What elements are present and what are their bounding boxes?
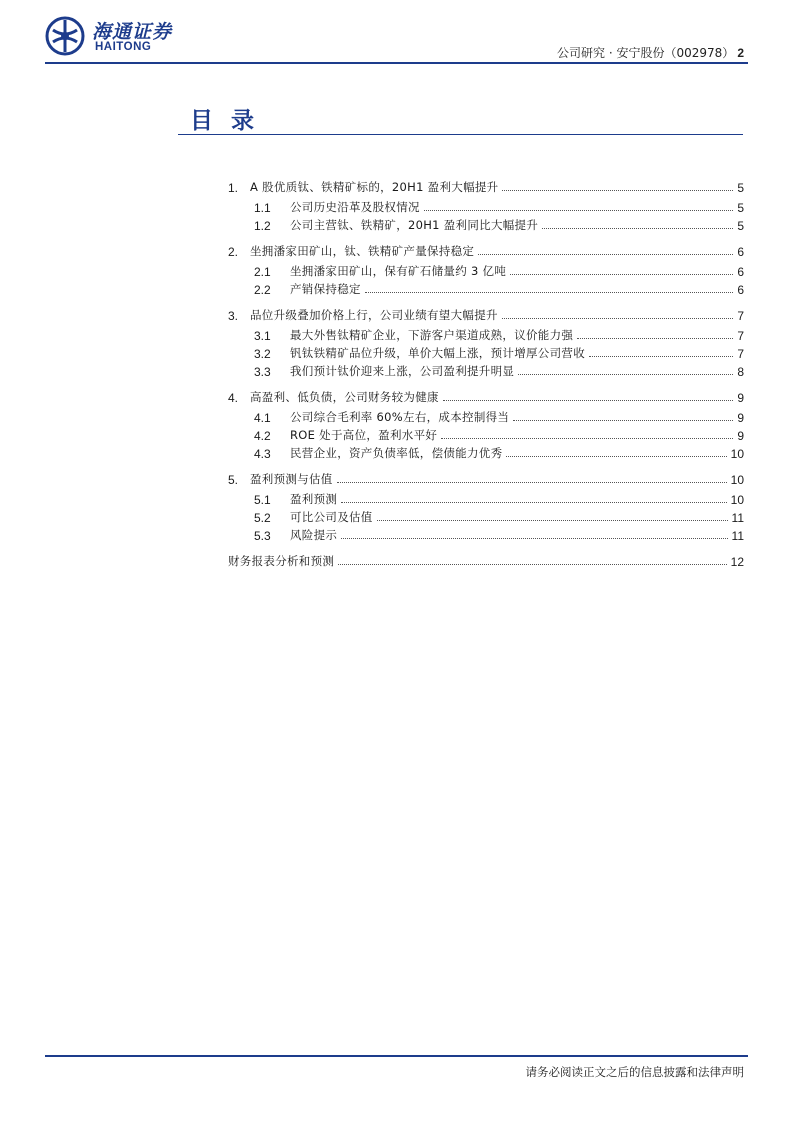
toc-entry-number: 2. xyxy=(228,245,239,259)
toc-dot-leader xyxy=(337,482,727,483)
toc-entry-title: 盈利预测与估值 xyxy=(250,472,333,486)
toc-entry-title: 风险提示 xyxy=(290,528,338,542)
logo-english-name: HAITONG xyxy=(95,41,152,53)
toc-entry-page: 9 xyxy=(737,411,744,425)
toc-entry-5-3[interactable] xyxy=(228,525,744,543)
toc-dot-leader xyxy=(506,456,726,457)
toc-entry-title: 公司综合毛利率 60%左右，成本控制得当 xyxy=(290,410,510,424)
toc-entry-page: 12 xyxy=(730,555,744,569)
toc-entry-number: 1.1 xyxy=(254,201,271,215)
toc-entry-page: 8 xyxy=(737,365,744,379)
toc-entry-page: 10 xyxy=(730,473,744,487)
toc-entry-title: 钒钛铁精矿品位升级，单价大幅上涨，预计增厚公司营收 xyxy=(290,346,585,360)
toc-entry-page: 5 xyxy=(737,219,744,233)
toc-entry-title: ROE 处于高位，盈利水平好 xyxy=(290,428,438,442)
toc-entry-1-1[interactable] xyxy=(228,197,744,215)
toc-entry-title: 坐拥潘家田矿山，钛、铁精矿产量保持稳定 xyxy=(250,244,475,258)
toc-dot-leader xyxy=(510,274,733,275)
toc-entry-page: 7 xyxy=(737,347,744,361)
toc-entry-title: 产销保持稳定 xyxy=(290,282,361,296)
toc-entry-page: 11 xyxy=(731,511,744,525)
toc-dot-leader xyxy=(577,338,733,339)
toc-entry-page: 5 xyxy=(737,181,744,195)
header-divider xyxy=(45,62,748,64)
toc-dot-leader xyxy=(443,400,734,401)
report-header-info xyxy=(557,44,744,61)
toc-entry-title: 公司历史沿革及股权情况 xyxy=(290,200,420,214)
toc-entry-number: 2.1 xyxy=(254,265,271,279)
footer-disclaimer: 请务必阅读正文之后的信息披露和法律声明 xyxy=(525,1065,744,1079)
toc-entry-title: 品位升级叠加价格上行，公司业绩有望大幅提升 xyxy=(250,308,498,322)
toc-entry-page: 10 xyxy=(730,493,744,507)
logo-chinese-name: 海通证券 xyxy=(92,21,173,43)
toc-entry-number: 5.2 xyxy=(254,511,271,525)
toc-entry-page: 7 xyxy=(737,329,744,343)
footer-divider xyxy=(45,1055,748,1057)
toc-entry-3-3[interactable] xyxy=(228,361,744,379)
toc-entry-page: 7 xyxy=(737,309,744,323)
toc-entry-number: 5.3 xyxy=(254,529,271,543)
toc-entry-number: 5. xyxy=(228,473,239,487)
toc-dot-leader xyxy=(365,292,734,293)
toc-entry-title: 坐拥潘家田矿山，保有矿石储量约 3 亿吨 xyxy=(290,264,507,278)
toc-entry-3[interactable] xyxy=(228,305,744,323)
toc-heading: 目录 xyxy=(190,107,272,134)
toc-entry-4-2[interactable] xyxy=(228,425,744,443)
toc-entry-5[interactable] xyxy=(228,469,744,487)
toc-entry-title: 财务报表分析和预测 xyxy=(228,554,335,568)
toc-entry-number: 3.2 xyxy=(254,347,271,361)
toc-dot-leader xyxy=(441,438,733,439)
toc-entry-number: 4.2 xyxy=(254,429,271,443)
toc-dot-leader xyxy=(478,254,733,255)
page-number: 2 xyxy=(737,46,744,60)
toc-entry-5-1[interactable] xyxy=(228,489,744,507)
report-title: 公司研究 · 安宁股份（002978） xyxy=(557,46,735,60)
toc-entry-3-1[interactable] xyxy=(228,325,744,343)
toc-entry-number: 5.1 xyxy=(254,493,271,507)
toc-dot-leader xyxy=(542,228,733,229)
toc-entry-financials[interactable] xyxy=(228,551,744,569)
toc-entry-1[interactable] xyxy=(228,177,744,195)
toc-dot-leader xyxy=(518,374,733,375)
toc-entry-number: 3.3 xyxy=(254,365,271,379)
toc-entry-number: 1. xyxy=(228,181,239,195)
toc-dot-leader xyxy=(377,520,728,521)
toc-dot-leader xyxy=(513,420,733,421)
toc-entry-title: 高盈利、低负债，公司财务较为健康 xyxy=(250,390,439,404)
toc-entry-number: 4. xyxy=(228,391,239,405)
toc-dot-leader xyxy=(341,502,726,503)
toc-entry-page: 6 xyxy=(737,245,744,259)
toc-entry-title: 民营企业，资产负债率低，偿债能力优秀 xyxy=(290,446,503,460)
toc-dot-leader xyxy=(338,564,726,565)
toc-entry-page: 6 xyxy=(737,283,744,297)
toc-entry-title: 公司主营钛、铁精矿，20H1 盈利同比大幅提升 xyxy=(290,218,539,232)
toc-entry-1-2[interactable] xyxy=(228,215,744,233)
toc-entry-title: 可比公司及估值 xyxy=(290,510,373,524)
toc-entry-4[interactable] xyxy=(228,387,744,405)
toc-entry-number: 3. xyxy=(228,309,239,323)
toc-entry-number: 3.1 xyxy=(254,329,271,343)
haitong-logo-icon xyxy=(45,16,85,56)
toc-dot-leader xyxy=(424,210,734,211)
toc-entry-4-1[interactable] xyxy=(228,407,744,425)
toc-entry-5-2[interactable] xyxy=(228,507,744,525)
toc-entry-title: 最大外售钛精矿企业，下游客户渠道成熟，议价能力强 xyxy=(290,328,574,342)
toc-dot-leader xyxy=(502,318,734,319)
toc-dot-leader xyxy=(341,538,727,539)
toc-entry-page: 11 xyxy=(731,529,744,543)
toc-entry-page: 6 xyxy=(737,265,744,279)
toc-entry-title: 盈利预测 xyxy=(290,492,338,506)
toc-entry-number: 2.2 xyxy=(254,283,271,297)
toc-entry-page: 9 xyxy=(737,391,744,405)
toc-entry-2[interactable] xyxy=(228,241,744,259)
toc-entry-3-2[interactable] xyxy=(228,343,744,361)
toc-entry-number: 4.1 xyxy=(254,411,271,425)
toc-entry-4-3[interactable] xyxy=(228,443,744,461)
toc-entry-title: A 股优质钛、铁精矿标的，20H1 盈利大幅提升 xyxy=(250,180,499,194)
haitong-logo xyxy=(45,16,205,58)
toc-entry-2-2[interactable] xyxy=(228,279,744,297)
toc-entry-number: 1.2 xyxy=(254,219,271,233)
toc-entry-title: 我们预计钛价迎来上涨，公司盈利提升明显 xyxy=(290,364,515,378)
toc-entry-number: 4.3 xyxy=(254,447,271,461)
toc-dot-leader xyxy=(502,190,733,191)
toc-entry-2-1[interactable] xyxy=(228,261,744,279)
toc-dot-leader xyxy=(589,356,733,357)
toc-heading-divider xyxy=(178,134,743,135)
toc-entry-page: 5 xyxy=(737,201,744,215)
toc-entry-page: 10 xyxy=(730,447,744,461)
toc-entry-page: 9 xyxy=(737,429,744,443)
